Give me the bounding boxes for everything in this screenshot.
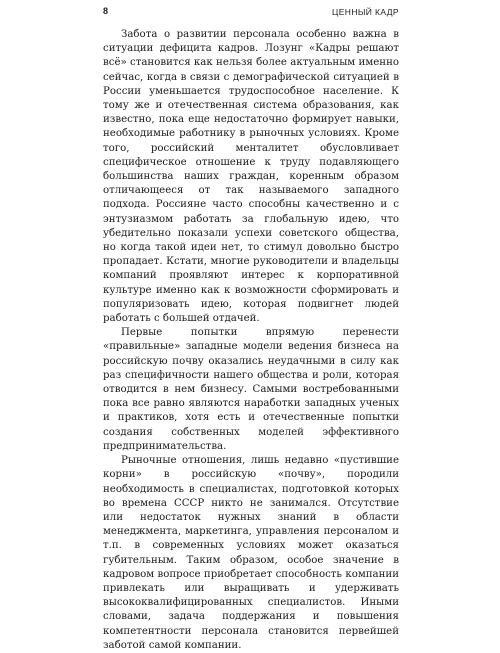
paragraph: Забота о развитии персонала особенно важна в ситуации дефицита кадров. Лозунг «Кадры решают всё» становится как нельзя более актуальным именно сейчас, когда в связи с демографической ситуацией в России уменьшается трудоспособное население. К тому же и отечественная система образования, как известно, пока еще недостаточно формирует навыки, необходимые работнику в рыночных условиях. Кроме того, российский менталитет обусловливает специфическое отношение к труду подавляющего большинства наших граждан, коренным образом отличающееся от так называемого западного подхода. Россияне часто способны качественно и с энтузиазмом работать за глобальную идею, что убедительно показали успехи советского общества, но когда такой идеи нет, то стимул довольно быстро пропадает. Кстати, многие руководители и владельцы компаний проявляют интерес к корпоративной культуре именно как к возможности сформировать и популяризовать идею, которая подвигнет людей работать с большей отдачей. xyxy=(103,29,399,325)
main-text xyxy=(103,28,399,653)
paragraph: Рыночные отношения, лишь недавно «пустившие корни» в российскую «почву», породили необходимость в специалистах, подготовкой которых во времена СССР никто не занимался. Отсутствие или недостаток нужных знаний в области менеджмента, маркетинга, управления персоналом и т.п. в современных условиях может оказаться губительным. Таким образом, особое значение в кадровом вопросе приобретает способность компании привлекать или выращивать и удерживать высококвалифицированных специалистов. Иными словами, задача поддержания и повышения компетентности персонала становится первейшей заботой самой компании. xyxy=(103,455,399,651)
running-head: ЦЕННЫЙ КАДР xyxy=(332,7,399,17)
page-number: 8 xyxy=(103,6,109,16)
paragraph: Первые попытки впрямую перенести «правильные» западные модели ведения бизнеса на российскую почву оказались неудачными в силу как раз специфичности нашего общества и роли, которая отводится в нем бизнесу. Самыми востребованными пока все равно являются наработки западных ученых и практиков, хотя есть и отечественные попытки создания собственных моделей эффективного предпринимательства. xyxy=(103,327,399,452)
page-header xyxy=(103,6,399,20)
